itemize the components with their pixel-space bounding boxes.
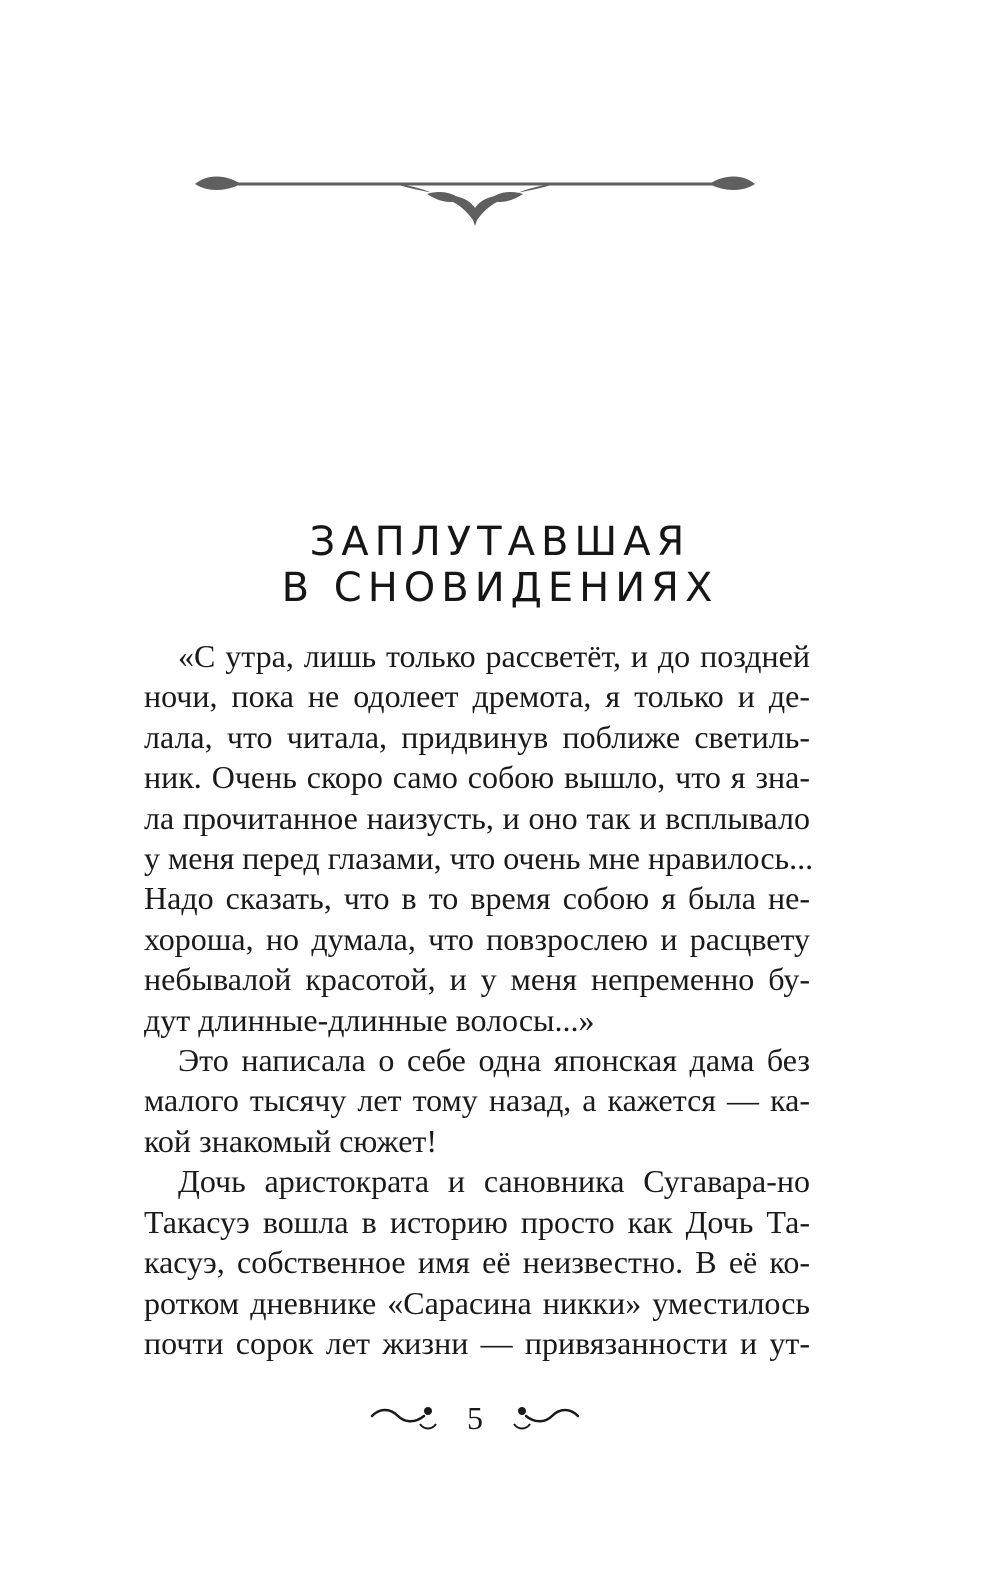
- paragraph-3: [144, 1161, 810, 1363]
- page-number: 5: [467, 1400, 483, 1436]
- page-footer: [370, 1398, 580, 1440]
- chapter-title-line-2: В СНОВИДЕНИЯХ: [281, 565, 719, 611]
- text-line: у меня перед глазами, что очень мне нравилось...: [144, 840, 814, 877]
- text-line: Такасуэ вошла в историю просто как Дочь Та-: [144, 1203, 810, 1240]
- text-line: ночи, пока не одолеет дремота, я только и де-: [144, 678, 810, 715]
- text-line: Надо сказать, что в то время собою я была не-: [144, 880, 810, 917]
- text-line: малого тысячу лет тому назад, а кажется — ка-: [144, 1082, 810, 1119]
- header-ornament: [195, 160, 755, 230]
- text-line: ник. Очень скоро само собою вышло, что я зна-: [144, 759, 810, 796]
- text-line: ла прочитанное наизусть, и оно так и всплывало: [144, 799, 810, 836]
- text-line: Это написала о себе одна японская дама без: [178, 1042, 810, 1079]
- text-line: почти сорок лет жизни — привязанности и ут-: [144, 1324, 810, 1361]
- paragraph-2: [144, 1040, 810, 1161]
- text-line: Дочь аристократа и сановника Сугавара-но: [178, 1163, 810, 1200]
- footer-flourish-right-icon: [510, 1402, 580, 1434]
- text-line: касуэ, собственное имя её неизвестно. В её ко-: [144, 1244, 810, 1281]
- chapter-title-line-1: ЗАПЛУТАВШАЯ: [309, 519, 691, 565]
- text-line: небывалой красотой, и у меня непременно бу-: [144, 961, 810, 998]
- text-line: ротком дневнике «Сарасина никки» уместилось: [144, 1284, 810, 1321]
- text-line: кой знакомый сюжет!: [144, 1122, 438, 1159]
- text-line: лала, что читала, придвинув поближе светиль-: [144, 718, 810, 755]
- text-line: хороша, но думала, что повзрослею и расцвету: [144, 920, 810, 957]
- footer-flourish-left-icon: [370, 1402, 440, 1434]
- text-line: «С утра, лишь только рассветёт, и до поздней: [178, 638, 810, 674]
- paragraph-1: [144, 636, 814, 1040]
- text-line: дут длинные-длинные волосы...»: [144, 1001, 595, 1038]
- body-text: [144, 636, 814, 1363]
